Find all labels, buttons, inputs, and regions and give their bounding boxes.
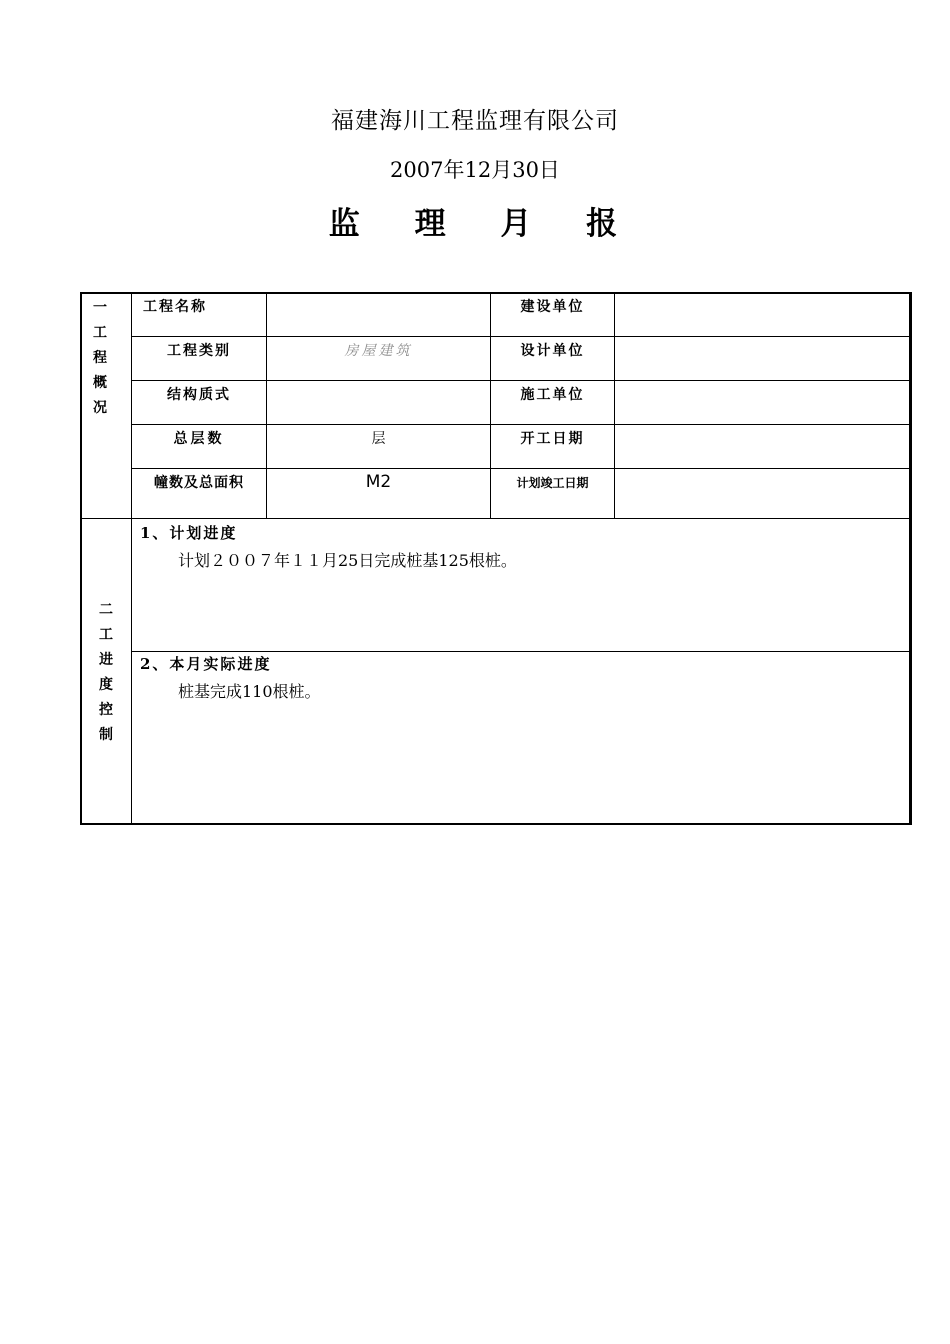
label-structure-type: 结构质式 — [167, 387, 231, 403]
row-line-4 — [131, 468, 911, 469]
table-border-bottom — [80, 823, 912, 825]
label-total-floors: 总层数 — [173, 431, 225, 447]
actual-progress-heading: 2、本月实际进度 — [140, 655, 272, 673]
plan-progress-text: 计划２００７年１１月25日完成桩基125根桩。 — [178, 551, 517, 570]
section2-label-char: 工 — [99, 627, 113, 643]
section1-label-char: 概 — [93, 375, 107, 391]
section2-label — [96, 598, 116, 748]
section1-label-char: 一 — [93, 300, 107, 316]
section2-label-char: 度 — [99, 677, 113, 693]
label-start-date: 开工日期 — [520, 431, 585, 447]
table-border-top — [80, 292, 912, 294]
label-planned-completion: 计划竣工日期 — [516, 476, 589, 490]
label-owner-unit: 建设单位 — [520, 299, 585, 315]
col-line-4 — [614, 292, 615, 519]
value-total-floors: 层 — [371, 431, 386, 447]
label-buildings-area: 幢数及总面积 — [154, 475, 244, 491]
table-border-right — [909, 292, 912, 825]
label-project-category: 工程类别 — [167, 343, 231, 359]
table-border-left — [80, 292, 82, 825]
label-project-name: 工程名称 — [143, 299, 207, 315]
row-line-2 — [131, 380, 911, 381]
section2-label-char: 控 — [99, 702, 113, 718]
section-divider — [80, 518, 912, 519]
section1-label-char: 况 — [93, 400, 107, 416]
report-date: 2007年12月30日 — [390, 158, 560, 182]
section2-label-char: 制 — [99, 727, 113, 743]
section2-label-char: 进 — [99, 652, 113, 668]
company-name: 福建海川工程监理有限公司 — [331, 108, 619, 134]
actual-progress-text: 桩基完成110根桩。 — [178, 682, 321, 701]
section1-label-char: 程 — [93, 350, 107, 366]
label-construction-unit: 施工单位 — [520, 387, 585, 403]
value-buildings-area: M2 — [365, 472, 392, 492]
section1-label — [90, 296, 110, 421]
row-line-3 — [131, 424, 911, 425]
section2-label-char: 二 — [99, 602, 113, 618]
label-design-unit: 设计单位 — [520, 343, 585, 359]
report-title: 监 理 月 报 — [328, 206, 640, 242]
value-project-category: 房屋建筑 — [344, 343, 413, 359]
label-column-line — [131, 292, 132, 825]
progress-divider — [131, 651, 911, 652]
row-line-1 — [131, 336, 911, 337]
plan-progress-heading: 1、计划进度 — [140, 524, 238, 542]
section1-label-char: 工 — [93, 325, 107, 341]
